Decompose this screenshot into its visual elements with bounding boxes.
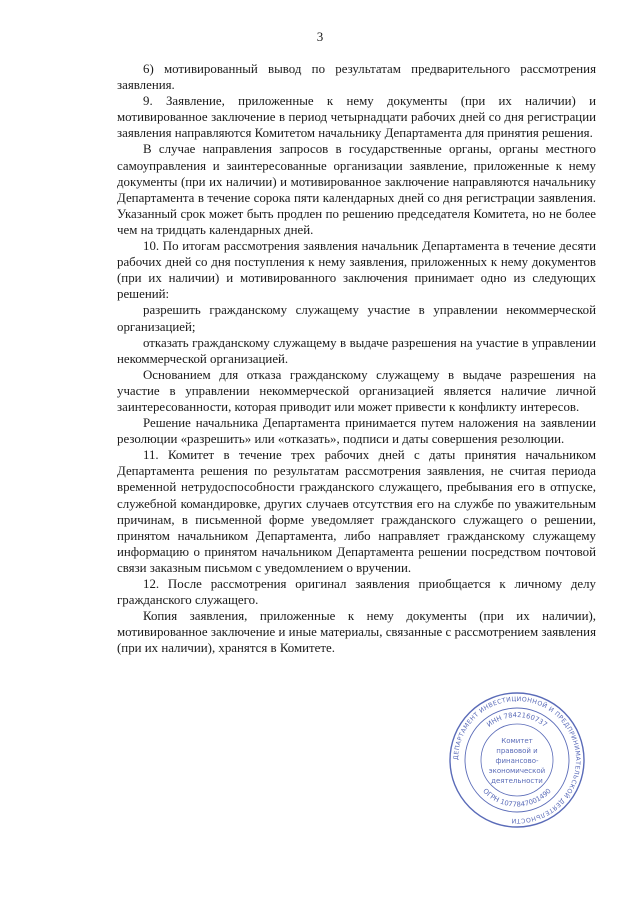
- page-number: 3: [316, 29, 324, 44]
- seal-ogrn: ОГРН 1077847001490: [481, 787, 553, 809]
- seal-center-line: Комитет: [501, 737, 533, 745]
- seal-center-line: правовой и: [496, 747, 538, 755]
- seal-ring-text: ДЕПАРТАМЕНТ ИНВЕСТИЦИОННОЙ И ПРЕДПРИНИМАТЕЛЬСКОЙ ДЕЯТЕЛЬНОСТИ: [452, 695, 582, 825]
- seal-graphic: [447, 690, 587, 830]
- paragraph: 9. Заявление, приложенные к нему документы (при их наличии) и мотивированное заключение в период четырнадцати рабочих дней со дня регистрации заявления направляются Комитетом начальнику Департамента для принятия решения.: [117, 94, 596, 141]
- seal-inn: ИНН 7842160737: [485, 711, 549, 729]
- paragraph: Решение начальника Департамента принимается путем наложения на заявлении резолюции «разрешить» или «отказать», подписи и даты совершения резолюции.: [117, 416, 596, 447]
- document-body: [117, 61, 596, 656]
- paragraph: 12. После рассмотрения оригинал заявления приобщается к личному делу гражданского служащего.: [117, 577, 596, 608]
- seal-center-line: экономической: [488, 767, 546, 775]
- paragraph: разрешить гражданскому служащему участие в управлении некоммерческой организацией;: [117, 303, 596, 334]
- paragraph: 6) мотивированный вывод по результатам предварительного рассмотрения заявления.: [117, 62, 596, 93]
- paragraph: 11. Комитет в течение трех рабочих дней с даты принятия начальником Департамента решения по результатам рассмотрения заявления, не считая периода временной нетрудоспособности гражданского служащего, пребывания его в отпуске, служебной командировке, других случаев отсутствия его на службе по уважительным причинам, в письменной форме уведомляет гражданского служащего о решении, принятом начальником Департамента, либо направляет гражданскому служащему информацию о принятом начальником Департамента решении посредством почтовой связи заказным письмом с уведомлением о вручении.: [117, 448, 596, 575]
- paragraph: Копия заявления, приложенные к нему документы (при их наличии), мотивированное заключение и иные материалы, связанные с рассмотрением заявления (при их наличии), хранятся в Комитете.: [117, 609, 596, 656]
- paragraph: В случае направления запросов в государственные органы, органы местного самоуправления и заинтересованные организации заявление, приложенные к нему документы (при их наличии) и мотивированное заключение направляются начальнику Департамента в течение сорока пяти календарных дней со дня регистрации заявления. Указанный срок может быть продлен по решению председателя Комитета, но не более чем на тридцать календарных дней.: [117, 142, 596, 237]
- seal-center-line: финансово-: [495, 757, 539, 765]
- seal-center-line: деятельности: [491, 777, 543, 785]
- paragraph: Основанием для отказа гражданскому служащему в выдаче разрешения на участие в управлении некоммерческой организацией является наличие личной заинтересованности, которая приводит или может привести к конфликту интересов.: [117, 367, 596, 414]
- official-seal: [447, 690, 587, 830]
- paragraph: отказать гражданскому служащему в выдаче разрешения на участие в управлении некоммерческой организацией.: [117, 335, 596, 366]
- paragraph: 10. По итогам рассмотрения заявления начальник Департамента в течение десяти рабочих дней со дня поступления к нему заявления, приложенных к нему документов (при их наличии) и мотивированного заключения принимает одно из следующих решений:: [117, 239, 596, 302]
